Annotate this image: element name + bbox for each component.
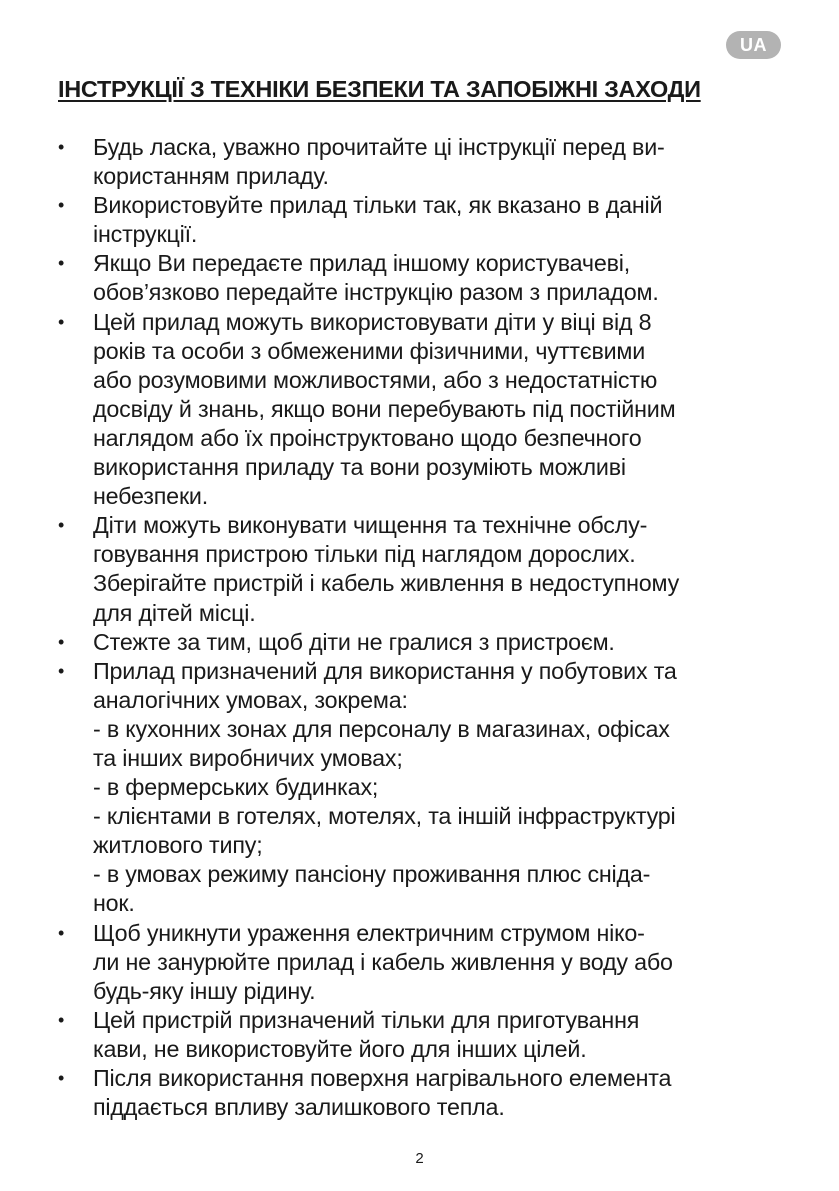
- item-text-line: років та особи з обмеженими фізичними, чуттєвими: [93, 337, 646, 364]
- item-text-line: небезпеки.: [93, 483, 209, 510]
- bullet-icon: •: [58, 1068, 65, 1088]
- list-item: [58, 191, 793, 249]
- list-item: [58, 628, 793, 657]
- item-text-line: Цей пристрій призначений тільки для приготування: [93, 1006, 640, 1033]
- list-item: [58, 1064, 793, 1122]
- item-text-line: Діти можуть виконувати чищення та технічне обслу-: [93, 512, 648, 539]
- bullet-icon: •: [58, 1009, 65, 1030]
- language-badge: UA: [726, 31, 781, 59]
- item-text-line: інструкції.: [93, 221, 198, 248]
- item-text-line: - в фермерських будинках;: [93, 774, 379, 801]
- item-text-line: для дітей місці.: [93, 599, 256, 626]
- item-text-line: досвіду й знань, якщо вони перебувають під постійним: [93, 395, 676, 422]
- list-item: [58, 919, 793, 1006]
- page-title: ІНСТРУКЦІЇ З ТЕХНІКИ БЕЗПЕКИ ТА ЗАПОБІЖНІ ЗАХОДИ: [58, 76, 701, 102]
- item-text-line: - в умовах режиму пансіону проживання плюс сніда-: [93, 861, 651, 888]
- list-item: [58, 1006, 793, 1064]
- item-text-line: обов’язково передайте інструкцію разом з приладом.: [93, 279, 659, 306]
- item-text-line: кави, не використовуйте його для інших цілей.: [93, 1035, 587, 1062]
- bullet-icon: •: [58, 660, 65, 681]
- bullet-icon: •: [58, 515, 65, 536]
- item-text-line: - в кухонних зонах для персоналу в магазинах, офісах: [93, 715, 670, 742]
- item-text-line: та інших виробничих умовах;: [93, 744, 403, 771]
- item-text-line: житлового типу;: [93, 832, 263, 859]
- item-text-line: нок.: [93, 890, 135, 917]
- item-text-line: аналогічних умовах, зокрема:: [93, 686, 408, 713]
- list-item: [58, 249, 793, 307]
- list-item: [58, 657, 793, 919]
- item-text-line: будь-яку іншу рідину.: [93, 977, 316, 1004]
- bullet-icon: •: [58, 631, 65, 652]
- item-text-line: - клієнтами в готелях, мотелях, та іншій інфраструктурі: [93, 803, 676, 830]
- item-text-line: піддається впливу залишкового тепла.: [93, 1094, 505, 1121]
- bullet-icon: •: [58, 137, 65, 157]
- list-item: [58, 133, 793, 191]
- list-item: [58, 308, 793, 512]
- item-text-line: говування пристрою тільки під наглядом дорослих.: [93, 541, 636, 568]
- bullet-icon: •: [58, 311, 65, 332]
- item-text-line: ли не занурюйте прилад і кабель живлення у воду або: [93, 948, 673, 975]
- safety-instructions-list: [58, 133, 793, 1122]
- item-text-line: Стежте за тим, щоб діти не гралися з пристроєм.: [93, 628, 615, 655]
- item-text-line: Використовуйте прилад тільки так, як вказано в даній: [93, 192, 663, 219]
- item-text-line: Цей прилад можуть використовувати діти у віці від 8: [93, 308, 652, 335]
- bullet-icon: •: [58, 253, 65, 274]
- item-text-line: Щоб уникнути ураження електричним струмом ніко-: [93, 919, 645, 946]
- item-text-line: наглядом або їх проінструктовано щодо безпечного: [93, 424, 642, 451]
- list-item: [58, 511, 793, 627]
- item-text-line: Зберігайте пристрій і кабель живлення в недоступному: [93, 570, 680, 597]
- bullet-icon: •: [58, 195, 65, 216]
- page-number: 2: [415, 1150, 424, 1167]
- bullet-icon: •: [58, 922, 65, 943]
- item-text-line: користанням приладу.: [93, 163, 329, 190]
- item-text-line: Прилад призначений для використання у побутових та: [93, 657, 677, 684]
- item-text-line: або розумовими можливостями, або з недостатністю: [93, 366, 658, 393]
- item-text-line: використання приладу та вони розуміють можливі: [93, 454, 626, 481]
- item-text-line: Якщо Ви передаєте прилад іншому користувачеві,: [93, 250, 631, 277]
- item-text-line: Після використання поверхня нагрівального елемента: [93, 1065, 672, 1091]
- item-text-line: Будь ласка, уважно прочитайте ці інструкції перед ви-: [93, 134, 665, 160]
